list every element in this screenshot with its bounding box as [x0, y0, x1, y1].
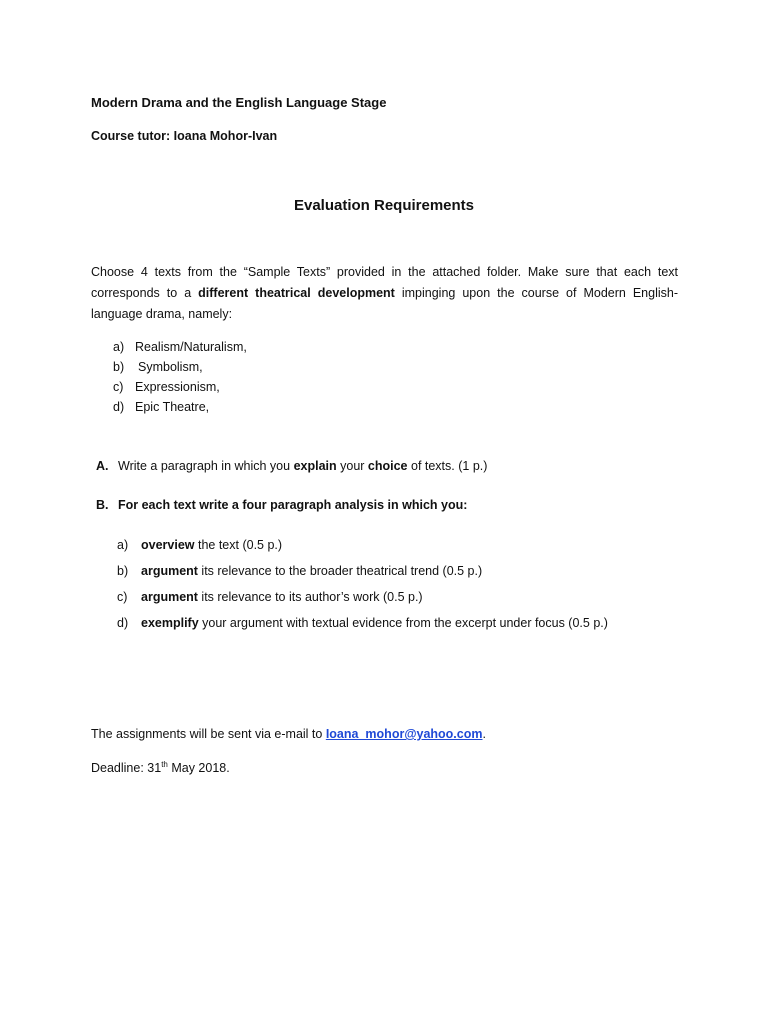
task-bold-part: four paragraph analysis — [242, 498, 385, 512]
list-item — [113, 377, 247, 397]
subtask-keyword: exemplify — [141, 616, 199, 630]
list-item — [113, 337, 247, 357]
subtask-keyword: argument — [141, 564, 198, 578]
task-marker: B. — [96, 498, 109, 512]
list-item — [117, 613, 608, 639]
task-a — [96, 456, 487, 476]
task-bold-part: choice — [367, 459, 408, 473]
list-marker: b) — [113, 360, 125, 374]
subtask-keyword: overview — [141, 538, 195, 552]
list-item-text — [141, 613, 608, 639]
list-item-text: Expressionism, — [135, 380, 220, 394]
list-marker: d) — [113, 400, 125, 414]
task-text-part: of texts. (1 p.) — [407, 459, 488, 473]
list-marker: d) — [117, 616, 129, 630]
task-text — [118, 495, 467, 515]
deadline-ordinal: th — [161, 759, 168, 769]
list-item-text: Symbolism, — [138, 360, 203, 374]
list-item-text — [141, 587, 423, 613]
analysis-subtask-list — [117, 535, 608, 639]
development-list — [113, 337, 247, 417]
list-item — [117, 535, 608, 561]
subtask-text: the text (0.5 p.) — [194, 538, 283, 552]
list-item-text: Epic Theatre, — [135, 400, 210, 414]
list-item-text — [141, 535, 282, 561]
deadline-date: May 2018. — [167, 761, 230, 775]
subtask-text: your argument with textual evidence from the excerpt under focus (0.5 p.) — [198, 616, 608, 630]
task-marker: A. — [96, 459, 109, 473]
list-marker: a) — [113, 340, 125, 354]
intro-text-1: Choose 4 texts from the “Sample Texts” provided in the attached folder. Make sure that each text corresponds to a — [91, 265, 678, 300]
submission-text: The assignments will be sent via e-mail to — [91, 727, 326, 741]
intro-text-2: impinging upon the course of Modern English-language drama, namely: — [91, 286, 679, 321]
subtask-text: its relevance to its author’s work (0.5 p.) — [197, 590, 423, 604]
intro-paragraph — [91, 262, 678, 325]
task-bold-part: explain — [293, 459, 337, 473]
deadline-text: Deadline: 31 — [91, 761, 162, 775]
list-item-text: Realism/Naturalism, — [135, 340, 247, 354]
submission-end: . — [482, 727, 486, 741]
list-item-text — [141, 561, 482, 587]
task-text-part: in which you: — [384, 498, 468, 512]
list-item — [113, 357, 247, 377]
page-heading: Evaluation Requirements — [293, 197, 475, 214]
intro-bold-text: different theatrical development — [198, 286, 395, 300]
subtask-keyword: argument — [141, 590, 198, 604]
list-marker: a) — [117, 538, 129, 552]
subtask-text: its relevance to the broader theatrical trend (0.5 p.) — [197, 564, 483, 578]
task-text-part: For each text write a — [118, 498, 243, 512]
list-item — [117, 561, 608, 587]
list-marker: c) — [117, 590, 128, 604]
task-b — [96, 495, 467, 515]
list-marker: c) — [113, 380, 124, 394]
list-item — [117, 587, 608, 613]
deadline — [91, 761, 230, 775]
email-link[interactable]: Ioana_mohor@yahoo.com — [325, 727, 483, 741]
course-tutor: Course tutor: Ioana Mohor-Ivan — [91, 129, 278, 143]
task-text-part: Write a paragraph in which you — [118, 459, 294, 473]
task-text — [118, 456, 487, 476]
list-item — [113, 397, 247, 417]
submission-note — [91, 727, 486, 741]
list-marker: b) — [117, 564, 129, 578]
task-text-part: your — [336, 459, 368, 473]
course-title: Modern Drama and the English Language Stage — [91, 95, 387, 110]
